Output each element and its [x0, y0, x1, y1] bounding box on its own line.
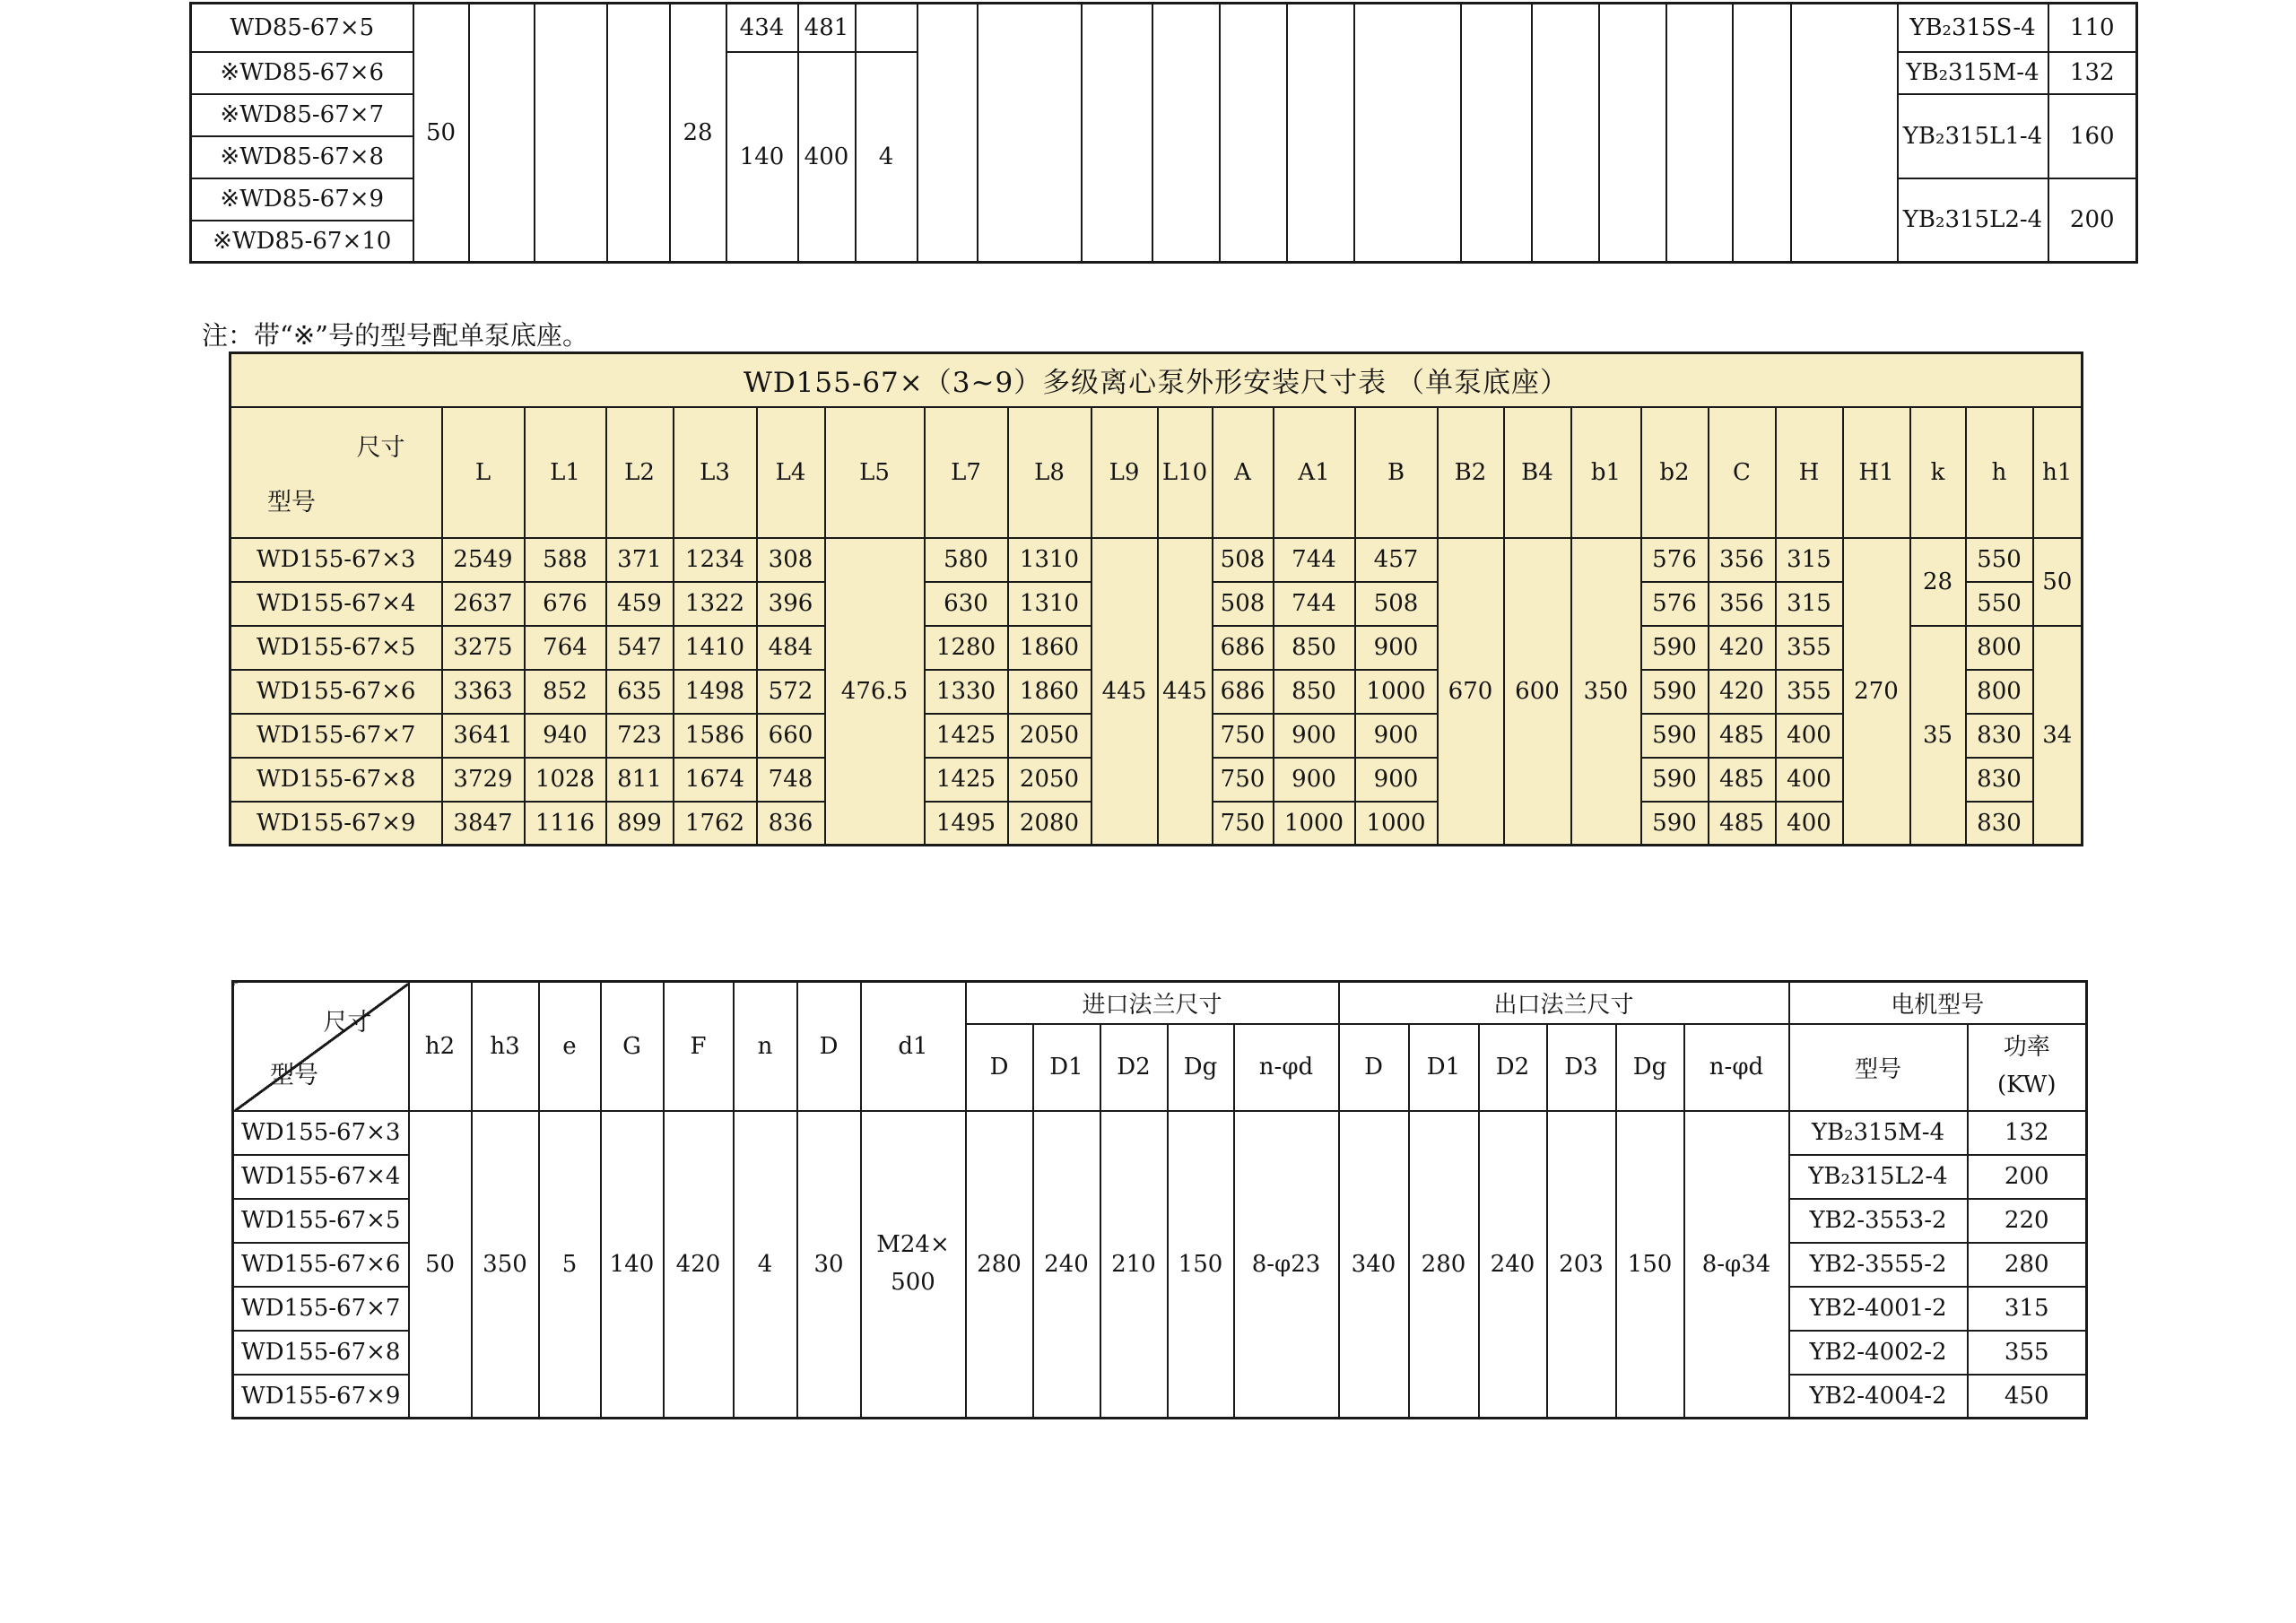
model-cell: WD155-67×6 — [230, 670, 442, 714]
cell-H: 315 — [1776, 538, 1843, 582]
cell-400: 400 — [798, 52, 856, 263]
cell-L4: 836 — [757, 802, 825, 846]
table-row — [230, 353, 2083, 407]
cell-h: 550 — [1966, 538, 2033, 582]
empty-cell — [918, 4, 978, 263]
cell-b2: 590 — [1641, 626, 1709, 670]
model-cell: WD155-67×9 — [233, 1375, 409, 1419]
cell-A: 508 — [1213, 582, 1274, 626]
cell-A1: 1000 — [1274, 802, 1355, 846]
cell-L4: 484 — [757, 626, 825, 670]
col-header: A — [1213, 407, 1274, 538]
cell-b2: 590 — [1641, 714, 1709, 758]
model-cell: ※WD85-67×9 — [191, 178, 413, 221]
col-header: L5 — [825, 407, 925, 538]
cell-L4: 660 — [757, 714, 825, 758]
col-header: A1 — [1274, 407, 1355, 538]
cell-A: 750 — [1213, 802, 1274, 846]
cell-A: 686 — [1213, 626, 1274, 670]
cell-B: 508 — [1355, 582, 1438, 626]
model-cell: WD155-67×4 — [230, 582, 442, 626]
motor-model-cell: YB₂315S-4 — [1898, 4, 2048, 52]
outlet-D1-merged: 280 — [1409, 1111, 1479, 1419]
cell-L10-merged: 445 — [1158, 538, 1213, 846]
cell-L8: 2080 — [1008, 802, 1091, 846]
cell-L3: 1322 — [674, 582, 757, 626]
corner-header-cell — [233, 982, 409, 1111]
cell-b2: 590 — [1641, 758, 1709, 802]
cell-28: 28 — [670, 4, 726, 263]
empty-cell — [1220, 4, 1287, 263]
col-header: h1 — [2033, 407, 2083, 538]
cell-L1: 764 — [525, 626, 606, 670]
col-header: B — [1355, 407, 1438, 538]
cell-B: 900 — [1355, 758, 1438, 802]
wd155-dimension-table — [229, 352, 2083, 846]
motor-power-cell: 200 — [2048, 178, 2137, 263]
cell-L2: 899 — [606, 802, 674, 846]
cell-L4: 308 — [757, 538, 825, 582]
cell-C: 420 — [1709, 626, 1776, 670]
motor-model-cell: YB₂315L2-4 — [1789, 1155, 1968, 1199]
col-header: C — [1709, 407, 1776, 538]
cell-L5-merged: 476.5 — [825, 538, 925, 846]
motor-power-cell: 220 — [1968, 1199, 2087, 1243]
footnote: 注：带“※”号的型号配单泵底座。 — [202, 320, 588, 351]
empty-cell — [1791, 4, 1898, 263]
motor-model-cell: YB₂315M-4 — [1789, 1111, 1968, 1155]
motor-power-cell: 315 — [1968, 1287, 2087, 1331]
d1-line1: M24× — [876, 1231, 950, 1259]
cell-L2: 811 — [606, 758, 674, 802]
inlet-D2-merged: 210 — [1100, 1111, 1168, 1419]
col-header: Dg — [1616, 1024, 1684, 1111]
cell-L: 2637 — [442, 582, 525, 626]
col-header: L2 — [606, 407, 674, 538]
motor-power-cell: 200 — [1968, 1155, 2087, 1199]
motor-power-cell: 132 — [1968, 1111, 2087, 1155]
col-header: b1 — [1571, 407, 1641, 538]
motor-model-cell: YB2-4001-2 — [1789, 1287, 1968, 1331]
cell-b2: 590 — [1641, 670, 1709, 714]
col-header: L10 — [1158, 407, 1213, 538]
cell-B: 900 — [1355, 714, 1438, 758]
cell-L4: 748 — [757, 758, 825, 802]
col-header: k — [1910, 407, 1966, 538]
cell-L8: 1860 — [1008, 670, 1091, 714]
cell-L: 3847 — [442, 802, 525, 846]
model-cell: WD155-67×5 — [230, 626, 442, 670]
cell-L2: 635 — [606, 670, 674, 714]
col-header: H1 — [1843, 407, 1910, 538]
cell-A: 750 — [1213, 758, 1274, 802]
table-row — [230, 538, 2083, 582]
cell-C: 356 — [1709, 582, 1776, 626]
cell-B: 457 — [1355, 538, 1438, 582]
cell-L3: 1586 — [674, 714, 757, 758]
cell-e-merged: 5 — [539, 1111, 601, 1419]
outlet-Dg-merged: 150 — [1616, 1111, 1684, 1419]
corner-label-model: 型号 — [270, 1061, 318, 1089]
corner-label-model: 型号 — [267, 488, 316, 516]
cell-L8: 1310 — [1008, 538, 1091, 582]
cell-C: 485 — [1709, 802, 1776, 846]
motor-model-header: 型号 — [1789, 1024, 1968, 1111]
empty-cell — [1082, 4, 1152, 263]
cell-50: 50 — [413, 4, 469, 263]
motor-model-cell: YB2-3553-2 — [1789, 1199, 1968, 1243]
inlet-nd-merged: 8-φ23 — [1234, 1111, 1339, 1419]
empty-cell — [1532, 4, 1599, 263]
col-header: e — [539, 982, 601, 1111]
cell-A1: 744 — [1274, 538, 1355, 582]
cell-H: 315 — [1776, 582, 1843, 626]
col-header: L3 — [674, 407, 757, 538]
cell-L3: 1762 — [674, 802, 757, 846]
cell-L1: 588 — [525, 538, 606, 582]
empty-cell — [607, 4, 670, 263]
empty-cell — [978, 4, 1082, 263]
motor-model-cell: YB₂315L2-4 — [1898, 178, 2048, 263]
cell-D-merged: 30 — [797, 1111, 861, 1419]
cell-A1: 900 — [1274, 758, 1355, 802]
cell-L3: 1498 — [674, 670, 757, 714]
model-cell: ※WD85-67×6 — [191, 52, 413, 94]
cell-h2-merged: 50 — [409, 1111, 472, 1419]
col-header: d1 — [861, 982, 966, 1111]
cell-F-merged: 420 — [664, 1111, 734, 1419]
col-header: L1 — [525, 407, 606, 538]
cell-L2: 723 — [606, 714, 674, 758]
col-header: B2 — [1438, 407, 1504, 538]
cell-L7: 1330 — [925, 670, 1008, 714]
corner-label-size: 尺寸 — [356, 433, 405, 462]
model-cell: WD155-67×6 — [233, 1243, 409, 1287]
motor-model-cell: YB₂315L1-4 — [1898, 94, 2048, 178]
cell-h: 830 — [1966, 758, 2033, 802]
empty-cell — [1152, 4, 1220, 263]
wd85-table — [189, 2, 2138, 264]
cell-L8: 1310 — [1008, 582, 1091, 626]
col-header: L9 — [1091, 407, 1158, 538]
model-cell: ※WD85-67×7 — [191, 94, 413, 136]
model-cell: WD155-67×7 — [230, 714, 442, 758]
inlet-Dg-merged: 150 — [1168, 1111, 1234, 1419]
col-header: G — [601, 982, 664, 1111]
cell-L1: 1116 — [525, 802, 606, 846]
cell-L: 3729 — [442, 758, 525, 802]
cell-n-merged: 4 — [734, 1111, 797, 1419]
col-header: F — [664, 982, 734, 1111]
cell-H: 400 — [1776, 758, 1843, 802]
model-cell: WD155-67×8 — [233, 1331, 409, 1375]
model-cell: ※WD85-67×8 — [191, 136, 413, 178]
cell-A1: 744 — [1274, 582, 1355, 626]
cell-A1: 900 — [1274, 714, 1355, 758]
cell-B: 1000 — [1355, 670, 1438, 714]
motor-model-cell: YB2-4002-2 — [1789, 1331, 1968, 1375]
cell-L: 3275 — [442, 626, 525, 670]
motor-power-cell: 280 — [1968, 1243, 2087, 1287]
cell-H: 355 — [1776, 626, 1843, 670]
col-header: L — [442, 407, 525, 538]
cell-L: 3363 — [442, 670, 525, 714]
power-header-line1: 功率 — [2003, 1034, 2050, 1062]
cell-B4-merged: 600 — [1504, 538, 1571, 846]
col-header: D — [966, 1024, 1033, 1111]
col-header: h2 — [409, 982, 472, 1111]
col-header: D2 — [1479, 1024, 1547, 1111]
cell-B2-merged: 670 — [1438, 538, 1504, 846]
cell-L4: 572 — [757, 670, 825, 714]
cell-k-merged: 35 — [1910, 626, 1966, 846]
cell-L7: 1425 — [925, 714, 1008, 758]
wd155-flange-motor-table — [231, 980, 2088, 1419]
empty-cell — [1733, 4, 1791, 263]
model-cell: WD155-67×9 — [230, 802, 442, 846]
cell-4: 4 — [856, 52, 918, 263]
corner-header-cell — [230, 407, 442, 538]
outlet-D2-merged: 240 — [1479, 1111, 1547, 1419]
empty-cell — [856, 4, 918, 52]
motor-model-cell: YB2-4004-2 — [1789, 1375, 1968, 1419]
motor-model-cell: YB2-3555-2 — [1789, 1243, 1968, 1287]
cell-L3: 1410 — [674, 626, 757, 670]
cell-L: 2549 — [442, 538, 525, 582]
col-header: D1 — [1409, 1024, 1479, 1111]
cell-h: 830 — [1966, 802, 2033, 846]
model-cell: WD155-67×4 — [233, 1155, 409, 1199]
cell-k-merged: 28 — [1910, 538, 1966, 626]
cell-b2: 590 — [1641, 802, 1709, 846]
cell-C: 420 — [1709, 670, 1776, 714]
outlet-flange-group-header: 出口法兰尺寸 — [1339, 982, 1789, 1024]
cell-C: 485 — [1709, 714, 1776, 758]
motor-power-cell: 110 — [2048, 4, 2137, 52]
cell-L8: 2050 — [1008, 714, 1091, 758]
empty-cell — [1666, 4, 1733, 263]
col-header: b2 — [1641, 407, 1709, 538]
cell-B: 900 — [1355, 626, 1438, 670]
cell-A1: 850 — [1274, 626, 1355, 670]
motor-power-header — [1968, 1024, 2087, 1111]
cell-C: 485 — [1709, 758, 1776, 802]
inlet-flange-group-header: 进口法兰尺寸 — [966, 982, 1339, 1024]
cell-h1-merged: 34 — [2033, 626, 2083, 846]
cell-434: 434 — [726, 4, 798, 52]
cell-H: 400 — [1776, 714, 1843, 758]
model-cell: ※WD85-67×10 — [191, 221, 413, 263]
model-cell: WD155-67×3 — [230, 538, 442, 582]
model-cell: WD155-67×5 — [233, 1199, 409, 1243]
outlet-nd-merged: 8-φ34 — [1684, 1111, 1789, 1419]
corner-label-size: 尺寸 — [323, 1009, 372, 1037]
cell-b2: 576 — [1641, 582, 1709, 626]
cell-C: 356 — [1709, 538, 1776, 582]
cell-A1: 850 — [1274, 670, 1355, 714]
motor-group-header: 电机型号 — [1789, 982, 2087, 1024]
cell-L: 3641 — [442, 714, 525, 758]
model-cell: WD85-67×5 — [191, 4, 413, 52]
cell-L1: 1028 — [525, 758, 606, 802]
cell-h: 800 — [1966, 670, 2033, 714]
col-header: n — [734, 982, 797, 1111]
cell-L2: 547 — [606, 626, 674, 670]
table-title: WD155-67×（3~9）多级离心泵外形安装尺寸表 （单泵底座） — [230, 353, 2083, 407]
outlet-D-merged: 340 — [1339, 1111, 1409, 1419]
cell-b1-merged: 350 — [1571, 538, 1641, 846]
cell-L4: 396 — [757, 582, 825, 626]
empty-cell — [1354, 4, 1461, 263]
col-header: h — [1966, 407, 2033, 538]
cell-L1: 852 — [525, 670, 606, 714]
cell-140: 140 — [726, 52, 798, 263]
col-header: D3 — [1547, 1024, 1616, 1111]
power-header-line2: (KW) — [1996, 1072, 2057, 1098]
empty-cell — [1287, 4, 1354, 263]
cell-h: 550 — [1966, 582, 2033, 626]
cell-L2: 371 — [606, 538, 674, 582]
table-row — [191, 4, 2137, 52]
col-header: D — [1339, 1024, 1409, 1111]
motor-power-cell: 450 — [1968, 1375, 2087, 1419]
motor-model-cell: YB₂315M-4 — [1898, 52, 2048, 94]
cell-L3: 1674 — [674, 758, 757, 802]
cell-L7: 1280 — [925, 626, 1008, 670]
col-header: D2 — [1100, 1024, 1168, 1111]
cell-A: 508 — [1213, 538, 1274, 582]
cell-d1-merged — [861, 1111, 966, 1419]
col-header: L8 — [1008, 407, 1091, 538]
cell-L8: 1860 — [1008, 626, 1091, 670]
model-cell: WD155-67×3 — [233, 1111, 409, 1155]
cell-481: 481 — [798, 4, 856, 52]
header-row — [230, 407, 2083, 538]
cell-L9-merged: 445 — [1091, 538, 1158, 846]
col-header: H — [1776, 407, 1843, 538]
col-header: Dg — [1168, 1024, 1234, 1111]
col-header: h3 — [472, 982, 539, 1111]
col-header: L4 — [757, 407, 825, 538]
motor-power-cell: 160 — [2048, 94, 2137, 178]
col-header: n-φd — [1684, 1024, 1789, 1111]
empty-cell — [535, 4, 607, 263]
inlet-D1-merged: 240 — [1033, 1111, 1100, 1419]
col-header: n-φd — [1234, 1024, 1339, 1111]
cell-L1: 676 — [525, 582, 606, 626]
empty-cell — [1461, 4, 1532, 263]
motor-power-cell: 355 — [1968, 1331, 2087, 1375]
cell-L7: 630 — [925, 582, 1008, 626]
cell-G-merged: 140 — [601, 1111, 664, 1419]
cell-L2: 459 — [606, 582, 674, 626]
cell-L7: 1425 — [925, 758, 1008, 802]
cell-h3-merged: 350 — [472, 1111, 539, 1419]
cell-H: 355 — [1776, 670, 1843, 714]
cell-A: 750 — [1213, 714, 1274, 758]
cell-A: 686 — [1213, 670, 1274, 714]
cell-L7: 1495 — [925, 802, 1008, 846]
cell-H: 400 — [1776, 802, 1843, 846]
d1-line2: 500 — [891, 1268, 935, 1296]
cell-L1: 940 — [525, 714, 606, 758]
outlet-D3-merged: 203 — [1547, 1111, 1616, 1419]
model-cell: WD155-67×7 — [233, 1287, 409, 1331]
empty-cell — [469, 4, 535, 263]
header-row — [233, 982, 2087, 1024]
cell-L8: 2050 — [1008, 758, 1091, 802]
cell-L3: 1234 — [674, 538, 757, 582]
col-header: D — [797, 982, 861, 1111]
table-row — [233, 1111, 2087, 1155]
col-header: L7 — [925, 407, 1008, 538]
col-header: B4 — [1504, 407, 1571, 538]
cell-b2: 576 — [1641, 538, 1709, 582]
col-header: D1 — [1033, 1024, 1100, 1111]
cell-H1-merged: 270 — [1843, 538, 1910, 846]
cell-L7: 580 — [925, 538, 1008, 582]
inlet-D-merged: 280 — [966, 1111, 1033, 1419]
cell-B: 1000 — [1355, 802, 1438, 846]
cell-h1-merged: 50 — [2033, 538, 2083, 626]
motor-power-cell: 132 — [2048, 52, 2137, 94]
cell-h: 800 — [1966, 626, 2033, 670]
empty-cell — [1599, 4, 1666, 263]
model-cell: WD155-67×8 — [230, 758, 442, 802]
cell-h: 830 — [1966, 714, 2033, 758]
